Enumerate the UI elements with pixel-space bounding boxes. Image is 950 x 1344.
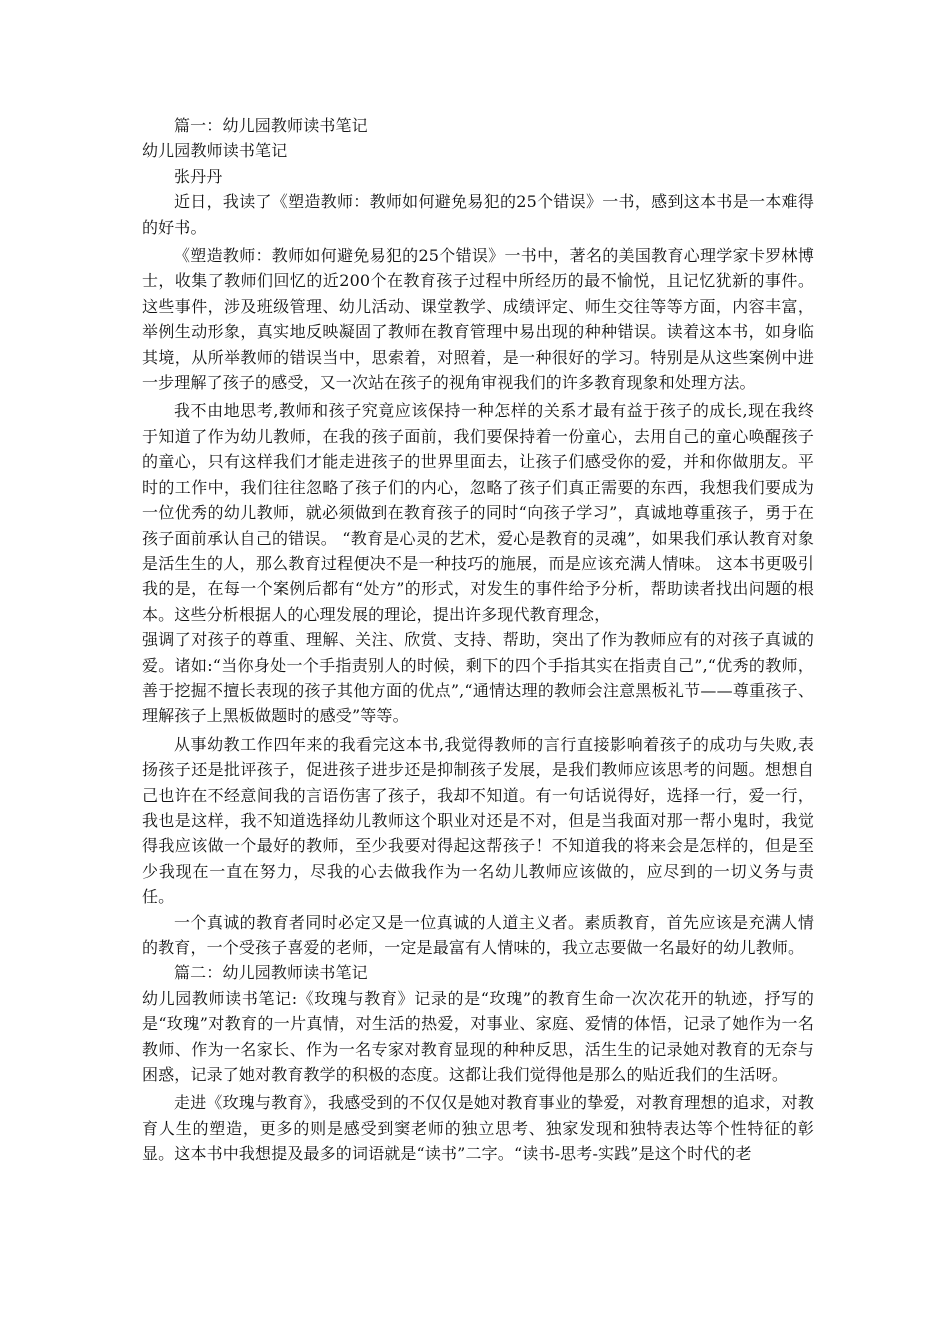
section-one-heading: 篇一：幼儿园教师读书笔记 [174, 116, 368, 135]
body-paragraph: 一个真诚的教育者同时必定又是一位真诚的人道主义者。素质教育，首先应该是充满人情的教育，一个受孩子喜爱的老师，一定是最富有人情味的，我立志要做一名最好的幼儿教师。 [142, 912, 814, 957]
body-paragraph: 我不由地思考,教师和孩子究竟应该保持一种怎样的关系才最有益于孩子的成长,现在我终于知道了作为幼儿教师，在我的孩子面前，我们要保持着一份童心，去用自己的童心唤醒孩子的童心，只有这样我们才能走进孩子的世界里面去，让孩子们感受你的爱，并和你做朋友。平时的工作中，我们往往忽略了孩子们的内心，忽略了孩子们真正需要的东西，我想我们要成为一位优秀的幼儿教师，就必须做到在教育孩子的同时“向孩子学习”，真诚地尊重孩子，勇于在孩子面前承认自己的错误。 “教育是心灵的艺术，爱心是教育的灵魂”，如果我们承认教育对象是活生生的人，那么教育过程便决不是一种技巧的施展，而是应该充满人情味。 这本书更吸引我的是，在每一个案例后都有“处方”的形式，对发生的事件给予分析，帮助读者找出问题的根本。这些分析根据人的心理发展的理论，提出许多现代教育理念， [142, 401, 814, 624]
body-paragraph: 从事幼教工作四年来的我看完这本书,我觉得教师的言行直接影响着孩子的成功与失败,表扬孩子还是批评孩子，促进孩子进步还是抑制孩子发展，是我们教师应该思考的问题。想想自己也许在不经意间我的言语伤害了孩子，我却不知道。有一句话说得好，选择一行，爱一行，我也是这样，我不知道选择幼儿教师这个职业对还是不对，但是当我面对那一帮小鬼时，我觉得我应该做一个最好的教师，至少我要对得起这帮孩子！不知道我的将来会是怎样的，但是至少我现在一直在努力，尽我的心去做我作为一名幼儿教师应该做的，应尽到的一切义务与责任。 [142, 734, 814, 907]
author-name: 张丹丹 [174, 166, 223, 186]
body-paragraph: 走进《玫瑰与教育》，我感受到的不仅仅是她对教育事业的挚爱，对教育理想的追求，对教育人生的塑造，更多的则是感受到窦老师的独立思考、独家发现和独特表达等个性特征的彰显。这本书中我想提及最多的词语就是“读书”二字。“读书-思考-实践”是这个时代的老 [142, 1093, 814, 1164]
body-paragraph: 近日，我读了《塑造教师：教师如何避免易犯的25个错误》一书，感到这本书是一本难得的好书。 [142, 192, 814, 237]
body-paragraph: 强调了对孩子的尊重、理解、关注、欣赏、支持、帮助，突出了作为教师应有的对孩子真诚的爱。诸如:“当你身处一个手指责别人的时候，剩下的四个手指其实在指责自己”,“优秀的教师，善于挖掘不擅长表现的孩子其他方面的优点”,“通情达理的教师会注意黑板礼节——尊重孩子、理解孩子上黑板做题时的感受”等等。 [142, 630, 814, 726]
document-page [142, 113, 814, 1167]
section-two-heading: 篇二：幼儿园教师读书笔记 [174, 963, 368, 983]
article-title: 幼儿园教师读书笔记 [142, 141, 288, 161]
body-paragraph: 幼儿园教师读书笔记:《玫瑰与教育》记录的是“玫瑰”的教育生命一次次花开的轨迹，抒写的是“玫瑰”对教育的一片真情，对生活的热爱，对事业、家庭、爱情的体悟，记录了她作为一名教师、作为一名家长、作为一名专家对教育显现的种种反思，活生生的记录她对教育的无奈与困惑，记录了她对教育教学的积极的态度。这都让我们觉得他是那么的贴近我们的生活呀。 [142, 988, 814, 1085]
body-paragraph: 《塑造教师：教师如何避免易犯的25个错误》一书中，著名的美国教育心理学家卡罗林博士，收集了教师们回忆的近200个在教育孩子过程中所经历的最不愉悦，且记忆犹新的事件。这些事件，涉及班级管理、幼儿活动、课堂教学、成绩评定、师生交往等等方面，内容丰富，举例生动形象，真实地反映凝固了教师在教育管理中易出现的种种错误。读着这本书，如身临其境，从所举教师的错误当中，思索着，对照着，是一种很好的学习。特别是从这些案例中进一步理解了孩子的感受，又一次站在孩子的视角审视我们的许多教育现象和处理方法。 [142, 246, 814, 393]
